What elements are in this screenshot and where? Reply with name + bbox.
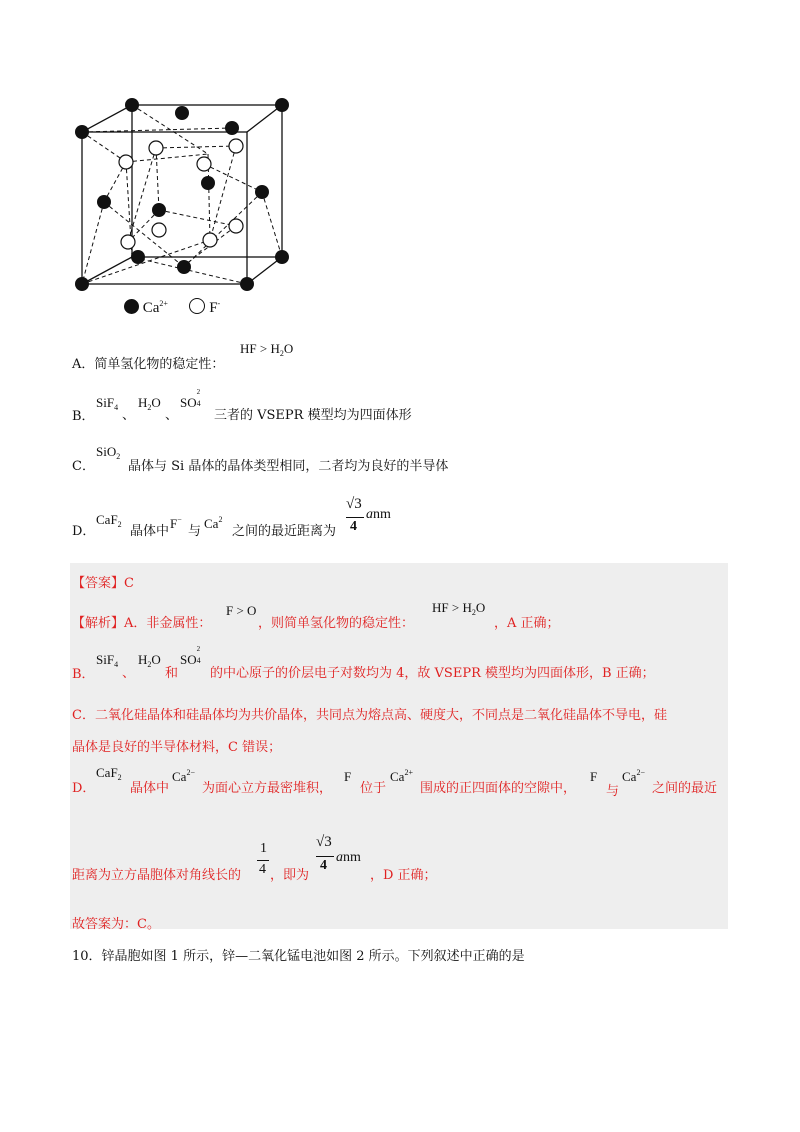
ca-legend-label: Ca xyxy=(142,300,160,316)
analysis-b-so4: SO 2 4 xyxy=(180,645,201,667)
answer-line xyxy=(72,572,134,591)
analysis-conclusion: 故答案为：C。 xyxy=(72,917,160,932)
f-legend-marker xyxy=(189,298,205,314)
option-d-denominator: 4 xyxy=(350,519,357,534)
analysis-d-t4: 围成的正四面体的空隙中， xyxy=(420,781,577,796)
option-d-ca-ion: Ca$^2$ xyxy=(204,515,223,531)
f-legend-charge: - xyxy=(217,299,221,308)
analysis-d-label: D． xyxy=(72,781,96,796)
option-c-label: C． xyxy=(72,459,95,474)
option-d-f-ion: F− xyxy=(170,515,182,531)
analysis-a: 【解析】A．非金属性： xyxy=(72,616,212,631)
option-b-sep2: 、 xyxy=(165,408,179,423)
analysis-d-t1: 晶体中 xyxy=(130,781,170,796)
analysis-d-ca3: $Ca^{2-}$ xyxy=(622,768,645,784)
option-d-text1: 晶体中 xyxy=(130,524,170,539)
analysis-d-t6: 之间的最近 xyxy=(652,781,718,796)
answer-value: C xyxy=(124,576,134,591)
option-d-label: D． xyxy=(72,524,96,539)
figure-legend xyxy=(124,298,220,317)
analysis-d-den: 4 xyxy=(320,858,327,873)
question-10: 10．锌晶胞如图 1 所示，锌—二氧化锰电池如图 2 所示。下列叙述中正确的是 xyxy=(72,949,525,964)
analysis-a-f1: F > O xyxy=(226,603,257,618)
analysis-b-sif4: SiF$_4$ xyxy=(96,652,119,669)
analysis-a-text3: ，A 正确； xyxy=(494,616,560,631)
analysis-d-frac-num: 1 xyxy=(260,841,267,856)
option-d-caf2: CaF$_2$ xyxy=(96,512,122,529)
option-d-sqrt3: √3 xyxy=(346,496,362,512)
analysis-d-caf2: CaF$_2$ xyxy=(96,765,122,782)
ca-legend-marker xyxy=(124,299,139,314)
analysis-c-line1: C．二氧化硅晶体和硅晶体均为共价晶体，共同点为熔点高、硬度大，不同点是二氧化硅晶体不导电，硅 xyxy=(72,708,667,723)
analysis-b-h2o: $H_2O$ xyxy=(138,652,161,669)
analysis-a-text2: ，则简单氢化物的稳定性： xyxy=(258,616,415,631)
analysis-b-sep: 、 xyxy=(122,666,136,681)
analysis-d-t3: 位于 xyxy=(360,781,387,796)
analysis-b-text: 的中心原子的价层电子对数均为 4，故 VSEPR 模型均为四面体形，B 正确； xyxy=(210,666,655,681)
analysis-d-t8: ，D 正确； xyxy=(370,868,437,883)
analysis-b-and: 和 xyxy=(165,666,179,681)
analysis-d-f1: F xyxy=(344,769,352,784)
option-b-sep1: 、 xyxy=(122,408,136,423)
option-d-text2: 与 xyxy=(188,524,202,539)
f-legend-label: F xyxy=(209,300,218,316)
analysis-b-label: B． xyxy=(72,667,95,682)
option-c-sio2: SiO$_2$ xyxy=(96,444,121,461)
option-a xyxy=(72,353,224,372)
analysis-d-sqrt-line xyxy=(316,856,334,857)
analysis-d-frac-line xyxy=(257,860,269,861)
option-b-so4: SO 2 4 xyxy=(180,388,201,410)
option-b-h2o: $H_2O$ xyxy=(138,395,161,412)
analysis-d-ca1: $Ca^{2-}$ xyxy=(172,768,195,784)
analysis-d-t7: ，即为 xyxy=(270,868,310,883)
option-a-text: A．简单氢化物的稳定性： xyxy=(72,357,225,372)
analysis-d-t5: 与 xyxy=(606,784,620,799)
caf2-unit-cell-diagram xyxy=(60,80,310,330)
option-c-text: 晶体与 Si 晶体的晶体类型相同，二者均为良好的半导体 xyxy=(128,459,449,474)
analysis-tag: 【解析】 xyxy=(72,616,125,631)
option-b-label: B． xyxy=(72,409,95,424)
answer-tag: 【答案】 xyxy=(72,576,125,591)
analysis-a-f2: HF > $H_2O$ xyxy=(432,600,486,617)
option-b-text: 三者的 VSEPR 模型均为四面体形 xyxy=(214,408,412,423)
analysis-d-unit: anm xyxy=(336,850,361,865)
analysis-d-line2: 距离为立方晶胞体对角线长的 xyxy=(72,868,242,883)
option-d-text3: 之间的最近距离为 xyxy=(232,524,337,539)
analysis-d-t2: 为面心立方最密堆积， xyxy=(202,781,333,796)
analysis-d-ca2: $Ca^{2+}$ xyxy=(390,768,413,784)
option-a-formula: HF > $H_2O$ xyxy=(240,341,294,358)
option-b-sif4: SiF$_4$ xyxy=(96,395,119,412)
analysis-d-frac-den: 4 xyxy=(259,862,266,877)
option-d-frac-line xyxy=(346,517,364,518)
analysis-d-sqrt3: √3 xyxy=(316,834,332,850)
option-d-unit: anm xyxy=(366,507,391,522)
analysis-d-f2: F xyxy=(590,769,598,784)
ca-legend-charge: 2+ xyxy=(159,299,168,308)
analysis-c-line2: 晶体是良好的半导体材料，C 错误； xyxy=(72,740,282,755)
